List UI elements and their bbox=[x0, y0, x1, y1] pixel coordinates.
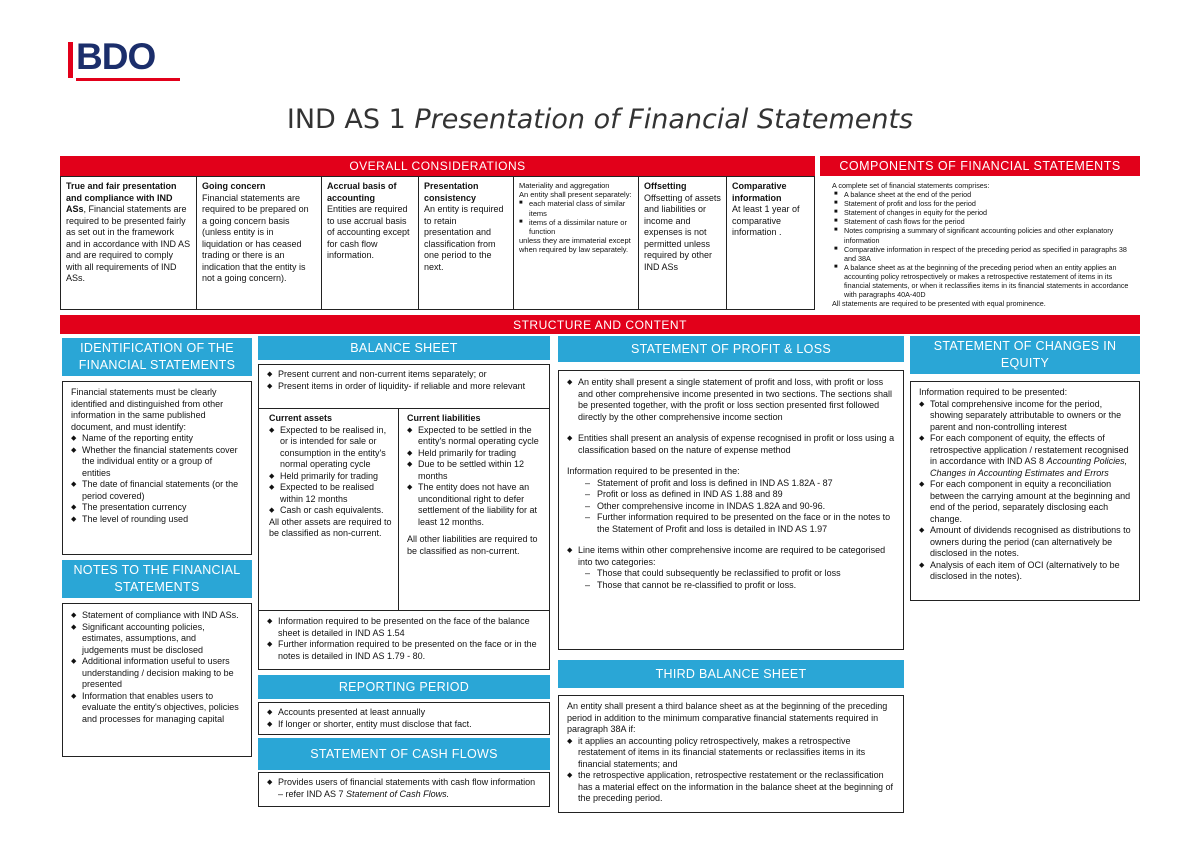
identification-item: ◆ Name of the reporting entity bbox=[71, 433, 243, 445]
comparative-title: Comparative information bbox=[732, 181, 787, 203]
cashflows-item bbox=[267, 777, 541, 800]
component-item: ■ A balance sheet as at the beginning of the preceding period when an entity applies an accounting policy retrospectively or makes a retrospective restatement of items in its financial statements, or when it reclassifies items in its financial statements in accordance with paragraphs 40A-40D bbox=[834, 263, 1138, 299]
component-item: ■ Statement of profit and loss for the period bbox=[834, 199, 1138, 208]
materiality-item: ■ each material class of similar items bbox=[519, 199, 633, 217]
third-header: THIRD BALANCE SHEET bbox=[558, 660, 904, 688]
overall-header: OVERALL CONSIDERATIONS bbox=[60, 156, 815, 176]
balance-bottom-item: ◆ Information required to be presented on the face of the balance sheet is detailed in IND AS 1.54 bbox=[267, 616, 541, 639]
pl-header: STATEMENT OF PROFIT & LOSS bbox=[558, 336, 904, 362]
overall-col-materiality bbox=[514, 177, 639, 309]
component-item: ■ A balance sheet at the end of the period bbox=[834, 190, 1138, 199]
identification-box bbox=[62, 381, 252, 555]
pl-dash-item: – Profit or loss as defined in IND AS 1.88 and 89 bbox=[567, 489, 895, 501]
reporting-item: ◆ If longer or shorter, entity must disclose that fact. bbox=[267, 719, 541, 731]
materiality-intro: An entity shall present separately: bbox=[519, 190, 632, 200]
reporting-header: REPORTING PERIOD bbox=[258, 675, 550, 699]
overall-box bbox=[60, 176, 815, 310]
pl-box bbox=[558, 370, 904, 650]
overall-col-comparative bbox=[727, 177, 814, 309]
equity-item: ◆ For each component in equity a reconciliation between the carrying amount at the beginning and end of the period, separately disclosing each change. bbox=[919, 479, 1131, 525]
accrual-body: Entities are required to use accrual basis of accounting except for cash flow information. bbox=[327, 204, 410, 260]
equity-item bbox=[919, 433, 1131, 479]
consistency-title: Presentation consistency bbox=[424, 181, 479, 203]
cashflows-box bbox=[258, 772, 550, 807]
current-assets-title: Current assets bbox=[269, 413, 333, 423]
page-title bbox=[0, 104, 1200, 135]
current-assets bbox=[259, 409, 399, 610]
logo-bar bbox=[68, 42, 73, 78]
pl-dash-item: – Further information required to be presented on the face or in the notes to the Statement of Profit and loss is detailed in IND AS 1.97 bbox=[567, 512, 895, 535]
logo-text: BDO bbox=[76, 36, 156, 77]
overall-col-accrual bbox=[322, 177, 419, 309]
notes-item: ◆ Additional information useful to users understanding / decision making to be presented bbox=[71, 656, 243, 691]
third-item: ◆ the retrospective application, retrospective restatement or the reclassification has a material effect on the information in the balance sheet at the beginning of the preceding period. bbox=[567, 770, 895, 805]
consistency-body: An entity is required to retain presentation and classification from one period to the next. bbox=[424, 204, 504, 272]
fair-body: , Financial statements are required to be presented fairly as set out in the framework and in accordance with IND AS and are required to comply with all requirements of IND ASs. bbox=[66, 204, 191, 283]
current-liabilities bbox=[399, 409, 549, 610]
balance-bottom-item: ◆ Further information required to be presented on the face or in the notes is detailed in IND AS 1.79 - 80. bbox=[267, 639, 541, 662]
current-liab-title: Current liabilities bbox=[407, 413, 481, 423]
third-box bbox=[558, 695, 904, 813]
pl-item: ◆ Entities shall present an analysis of expense recognised in profit or loss using a classification based on the nature of expense method bbox=[567, 433, 895, 456]
going-title: Going concern bbox=[202, 181, 266, 191]
title-italic: Presentation of Financial Statements bbox=[414, 104, 914, 135]
notes-item: ◆ Significant accounting policies, estimates, assumptions, and judgements must be disclosed bbox=[71, 622, 243, 657]
pl-dash2-item: – Those that cannot be re-classified to profit or loss. bbox=[567, 580, 895, 592]
equity-item-text: For each component of equity, the effects of retrospective application / restatement recognised in accordance with IND AS 8 bbox=[930, 433, 1129, 466]
notes-box bbox=[62, 603, 252, 757]
materiality-tail: unless they are immaterial except when required by law separately. bbox=[519, 236, 631, 255]
cashflows-italic: Statement of Cash Flows. bbox=[346, 788, 450, 799]
components-header: COMPONENTS OF FINANCIAL STATEMENTS bbox=[820, 156, 1140, 176]
notes-header: NOTES TO THE FINANCIAL STATEMENTS bbox=[62, 560, 252, 598]
overall-col-offsetting bbox=[639, 177, 727, 309]
materiality-item: ■ items of a dissimilar nature or function bbox=[519, 218, 633, 236]
pl-dash-item: – Statement of profit and loss is defined in IND AS 1.82A - 87 bbox=[567, 478, 895, 490]
component-item: ■ Statement of changes in equity for the period bbox=[834, 208, 1138, 217]
identification-item: ◆ The level of rounding used bbox=[71, 514, 243, 526]
pl-dash-item: – Other comprehensive income in INDAS 1.82A and 90-96. bbox=[567, 501, 895, 513]
reporting-item: ◆ Accounts presented at least annually bbox=[267, 707, 541, 719]
equity-intro: Information required to be presented: bbox=[919, 387, 1068, 397]
notes-item: ◆ Statement of compliance with IND ASs. bbox=[71, 610, 243, 622]
component-item: ■ Statement of cash flows for the period bbox=[834, 217, 1138, 226]
balance-top-item: ◆ Present items in order of liquidity- if reliable and more relevant bbox=[267, 381, 541, 393]
notes-item: ◆ Information that enables users to evaluate the entity's objectives, policies and processes for managing capital bbox=[71, 691, 243, 726]
asset-item: ◆ Expected to be realised within 12 months bbox=[269, 482, 392, 505]
component-item: ■ Notes comprising a summary of significant accounting policies and other explanatory information bbox=[834, 226, 1138, 244]
components-tail: All statements are required to be presented with equal prominence. bbox=[832, 299, 1046, 309]
reporting-box bbox=[258, 702, 550, 735]
overall-col-going bbox=[197, 177, 322, 309]
equity-item-italic: Accounting Policies, Changes in Accounting Estimates and Errors bbox=[930, 456, 1128, 478]
liab-item: ◆ Expected to be settled in the entity's normal operating cycle bbox=[407, 425, 543, 448]
title-plain: IND AS 1 bbox=[286, 104, 415, 135]
equity-item: ◆ Total comprehensive income for the period, showing separately attributable to owners or the parent and non-controlling interest bbox=[919, 399, 1131, 434]
balance-split bbox=[259, 409, 549, 611]
pl-dash2-item: – Those that could subsequently be reclassified to profit or loss bbox=[567, 568, 895, 580]
cashflows-header: STATEMENT OF CASH FLOWS bbox=[258, 738, 550, 770]
overall-col-fair bbox=[61, 177, 197, 309]
pl-req: Information required to be presented in the: bbox=[567, 466, 740, 476]
balance-box bbox=[258, 364, 550, 670]
going-body: Financial statements are required to be prepared on a going concern basis (unless entity is in liquidation or has ceased trading or there is an indication that the entity is not a going concern). bbox=[202, 192, 309, 283]
identification-intro: Financial statements must be clearly identified and distinguished from other information in the same published document, and must identify: bbox=[71, 387, 224, 432]
identification-item: ◆ Whether the financial statements cover the individual entity or a group of entities bbox=[71, 445, 243, 480]
equity-header: STATEMENT OF CHANGES IN EQUITY bbox=[910, 336, 1140, 374]
overall-col-consistency bbox=[419, 177, 514, 309]
offsetting-body: Offsetting of assets and liabilities or income and expenses is not permitted unless required by other IND ASs bbox=[644, 192, 721, 272]
pl-item: ◆ Line items within other comprehensive income are required to be categorised into two categories: bbox=[567, 545, 895, 568]
liab-item: ◆ Held primarily for trading bbox=[407, 448, 543, 460]
identification-header: IDENTIFICATION OF THE FINANCIAL STATEMENTS bbox=[62, 338, 252, 376]
third-item: ◆ it applies an accounting policy retrospectively, makes a retrospective restatement of items in its financial statements or reclassifies items in its financial statements; and bbox=[567, 736, 895, 771]
comparative-body: At least 1 year of comparative information . bbox=[732, 204, 800, 237]
assets-tail: All other assets are required to be classified as non-current. bbox=[269, 516, 392, 538]
accrual-title: Accrual basis of accounting bbox=[327, 181, 397, 203]
bdo-logo bbox=[68, 38, 182, 84]
identification-item: ◆ The date of financial statements (or the period covered) bbox=[71, 479, 243, 502]
asset-item: ◆ Cash or cash equivalents. bbox=[269, 505, 392, 517]
fair-title: True and fair presentation and compliance with IND ASs bbox=[66, 181, 177, 214]
logo-underline bbox=[76, 78, 180, 81]
liab-item: ◆ The entity does not have an unconditional right to defer settlement of the liability for at least 12 months. bbox=[407, 482, 543, 528]
cashflows-text: Provides users of financial statements with cash flow information – refer IND AS 7 bbox=[278, 777, 536, 799]
balance-header: BALANCE SHEET bbox=[258, 336, 550, 360]
equity-item: ◆ Analysis of each item of OCI (alternatively to be disclosed in the notes). bbox=[919, 560, 1131, 583]
structure-header: STRUCTURE AND CONTENT bbox=[60, 315, 1140, 334]
equity-box bbox=[910, 381, 1140, 601]
materiality-title: Materiality and aggregation bbox=[519, 181, 610, 190]
components-intro: A complete set of financial statements comprises: bbox=[832, 181, 990, 190]
equity-item: ◆ Amount of dividends recognised as distributions to owners during the period (can alternatively be disclosed in the notes. bbox=[919, 525, 1131, 560]
liab-tail: All other liabilities are required to be classified as non-current. bbox=[407, 534, 538, 556]
asset-item: ◆ Expected to be realised in, or is intended for sale or consumption in the entity's normal operating cycle bbox=[269, 425, 392, 471]
identification-item: ◆ The presentation currency bbox=[71, 502, 243, 514]
asset-item: ◆ Held primarily for trading bbox=[269, 471, 392, 483]
third-intro: An entity shall present a third balance sheet as at the beginning of the preceding period in addition to the minimum comparative financial statements required in paragraph 38A if: bbox=[567, 701, 888, 734]
pl-item: ◆ An entity shall present a single statement of profit and loss, with profit or loss and other comprehensive income presented in two sections. The sections shall be presented together, with the profit or loss section presented first followed directly by the other comprehensive income section bbox=[567, 377, 895, 423]
component-item: ■ Comparative information in respect of the preceding period as specified in paragraphs 38 and 38A bbox=[834, 245, 1138, 263]
liab-item: ◆ Due to be settled within 12 months bbox=[407, 459, 543, 482]
offsetting-title: Offsetting bbox=[644, 181, 687, 191]
components-body bbox=[832, 181, 1138, 308]
balance-top-item: ◆ Present current and non-current items separately; or bbox=[267, 369, 541, 381]
